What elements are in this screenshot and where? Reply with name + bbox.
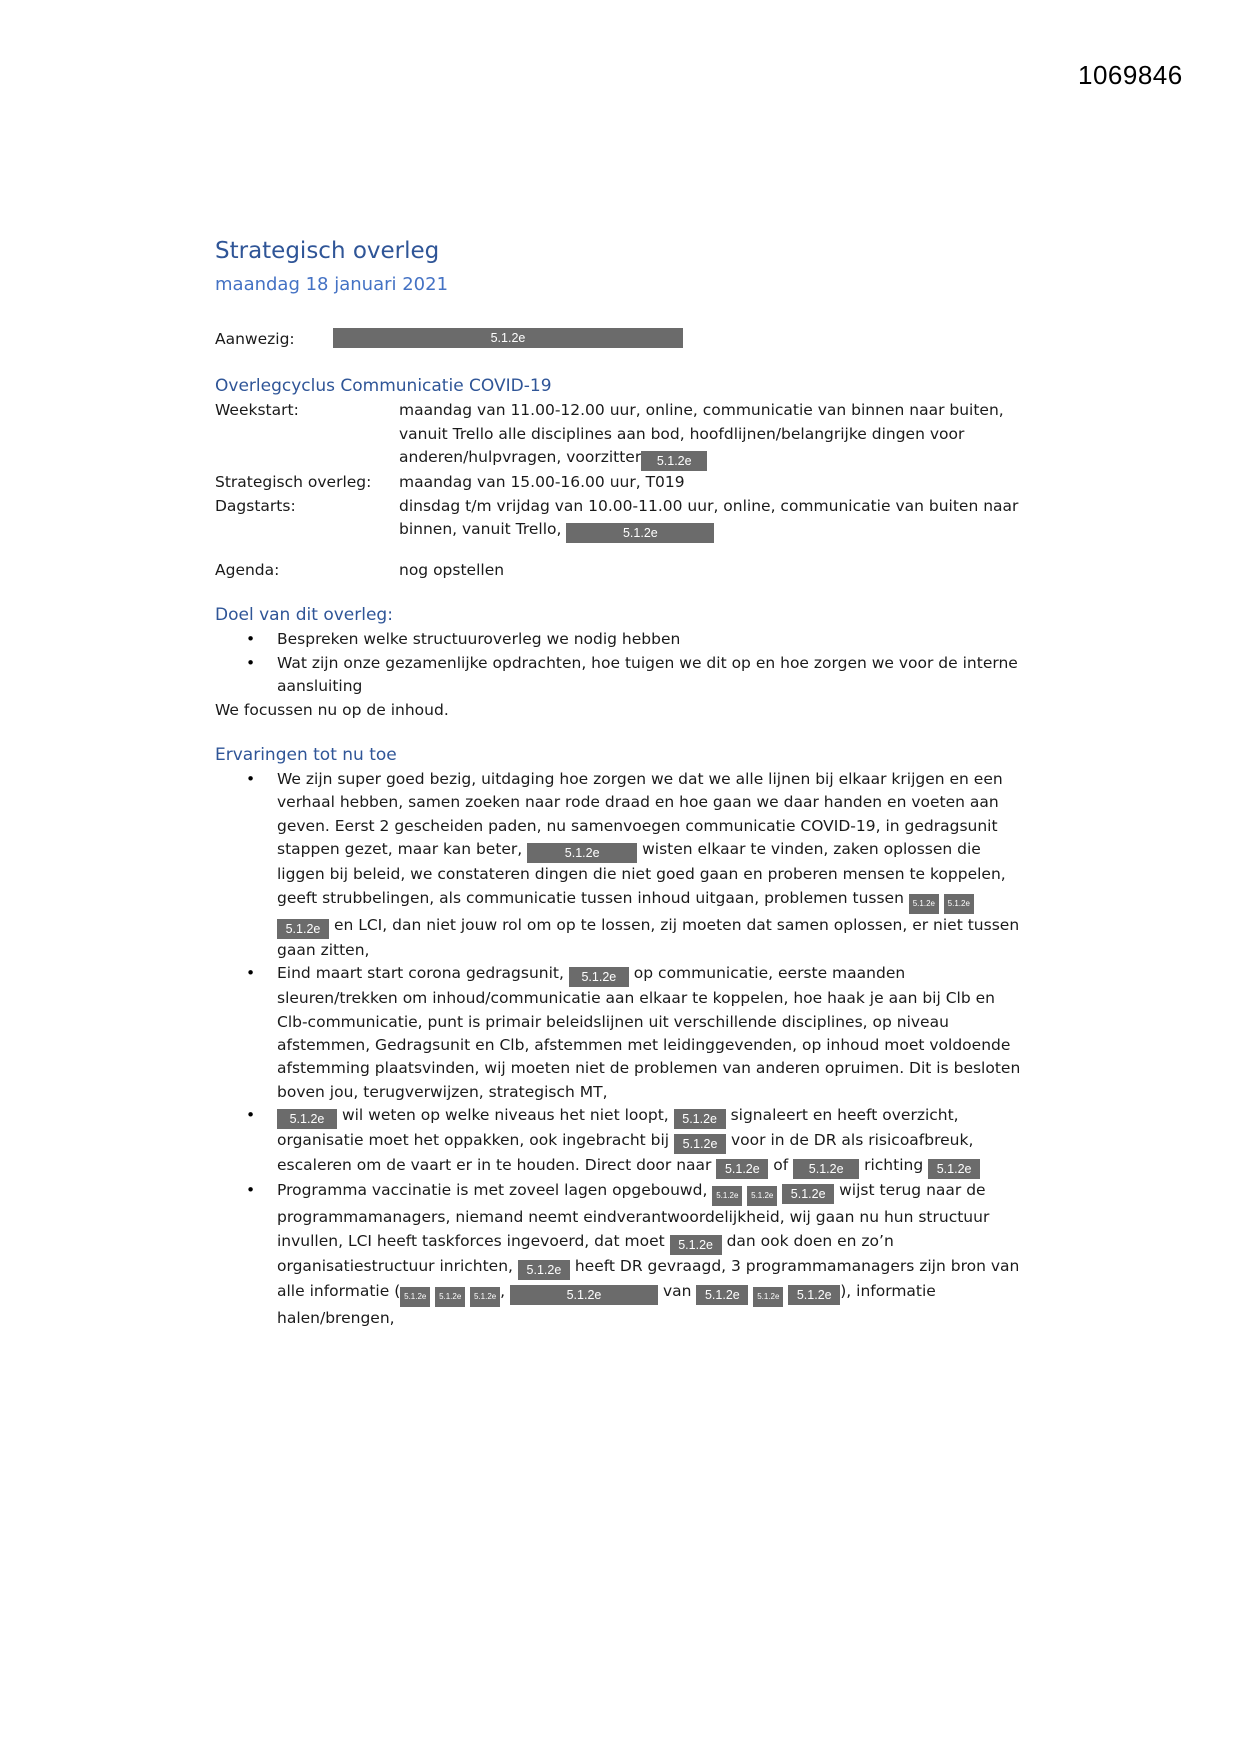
section-doel-heading: Doel van dit overleg:	[215, 605, 393, 626]
redaction-bar: 5.1.2e	[518, 1260, 570, 1280]
redaction-bar: 5.1.2e	[400, 1287, 430, 1307]
document-page	[215, 234, 1030, 1330]
weekstart-label: Weekstart:	[215, 401, 299, 420]
redaction-bar: 5.1.2e	[510, 1285, 658, 1305]
aanwezig-row	[215, 328, 1030, 351]
redaction-bar: 5.1.2e	[788, 1285, 840, 1305]
doel-closing: We focussen nu op de inhoud.	[215, 700, 449, 719]
redaction-bar: 5.1.2e	[696, 1285, 748, 1305]
list-item: • Bespreken welke structuuroverleg we nodig hebben	[277, 628, 1030, 651]
dagstarts-label: Dagstarts:	[215, 496, 296, 515]
redaction-bar: 5.1.2e	[909, 894, 939, 914]
redaction-bar: 5.1.2e	[753, 1287, 783, 1307]
redaction-bar: 5.1.2e	[470, 1287, 500, 1307]
redaction-bar: 5.1.2e	[944, 894, 974, 914]
redaction-bar: 5.1.2e	[641, 451, 707, 471]
list-item: • Eind maart start corona gedragsunit, 5.1.2e op communicatie, eerste maanden sleuren/trekken om inhoud/communicatie aan elkaar te koppelen, hoe haak je aan bij Clb en Clb-communicatie, punt is primair beleidslijnen uit verschillende disciplines, op niveau afstemmen, Gedragsunit en Clb, afstemmen met leidinggevenden, op inhoud moet voldoende afstemming plaatsvinden, wij moeten niet de problemen van anderen opruimen. Dit is besloten boven jou, terugverwijzen, strategisch MT,	[277, 962, 1030, 1104]
redaction-bar: 5.1.2e	[277, 1109, 337, 1129]
dagstarts-row	[215, 495, 1030, 543]
ervaringen-list	[215, 768, 1030, 1330]
section-overlegcyclus-heading: Overlegcyclus Communicatie COVID-19	[215, 376, 552, 397]
redaction-bar: 5.1.2e	[277, 919, 329, 939]
dagstarts-value	[399, 495, 1030, 543]
redaction-bar: 5.1.2e	[527, 843, 637, 863]
agenda-value: nog opstellen	[399, 561, 505, 580]
dagstarts-text: dinsdag t/m vrijdag van 10.00-11.00 uur, online, communicatie van buiten naar binnen, vanuit Trello,	[399, 496, 1019, 539]
redaction-bar: 5.1.2e	[333, 328, 683, 348]
strategisch-row	[215, 471, 1030, 494]
redaction-bar: 5.1.2e	[674, 1134, 726, 1154]
redaction-bar: 5.1.2e	[674, 1109, 726, 1129]
document-date: maandag 18 januari 2021	[215, 274, 449, 295]
redaction-bar: 5.1.2e	[747, 1186, 777, 1206]
redaction-bar: 5.1.2e	[712, 1186, 742, 1206]
weekstart-text: maandag van 11.00-12.00 uur, online, communicatie van binnen naar buiten, vanuit Trello alle disciplines aan bod, hoofdlijnen/belangrijke dingen voor anderen/hulpvragen, voorzitter	[399, 401, 1004, 467]
redaction-bar: 5.1.2e	[670, 1235, 722, 1255]
strategisch-label: Strategisch overleg:	[215, 473, 372, 492]
doel-list	[215, 628, 1030, 698]
redaction-bar: 5.1.2e	[782, 1184, 834, 1204]
redaction-bar: 5.1.2e	[569, 967, 629, 987]
document-id: 1069846	[1078, 60, 1183, 90]
agenda-row	[215, 559, 1030, 582]
aanwezig-label: Aanwezig:	[215, 330, 295, 348]
redaction-bar: 5.1.2e	[435, 1287, 465, 1307]
weekstart-row	[215, 399, 1030, 471]
list-item: • Wat zijn onze gezamenlijke opdrachten, hoe tuigen we dit op en hoe zorgen we voor de interne aansluiting	[277, 652, 1030, 699]
redaction-bar: 5.1.2e	[793, 1159, 859, 1179]
redaction-bar: 5.1.2e	[566, 523, 714, 543]
redaction-bar: 5.1.2e	[928, 1159, 980, 1179]
agenda-label: Agenda:	[215, 561, 280, 580]
redaction-bar: 5.1.2e	[716, 1159, 768, 1179]
weekstart-value	[399, 399, 1030, 471]
document-title: Strategisch overleg	[215, 238, 440, 264]
list-item: • 5.1.2e wil weten op welke niveaus het niet loopt, 5.1.2e signaleert en heeft overzicht, organisatie moet het oppakken, ook ingebracht bij 5.1.2e voor in de DR als risicoafbreuk, escaleren om de vaart er in te houden. Direct door naar 5.1.2e of 5.1.2e richting 5.1.2e	[277, 1104, 1030, 1179]
list-item: • Programma vaccinatie is met zoveel lagen opgebouwd, 5.1.2e 5.1.2e 5.1.2e wijst terug naar de programmamanagers, niemand neemt eindverantwoordelijkheid, wij gaan nu hun structuur invullen, LCI heeft taskforces ingevoerd, dat moet 5.1.2e dan ook doen en zo’n organisatiestructuur inrichten, 5.1.2e heeft DR gevraagd, 3 programmamanagers zijn bron van alle informatie ( 5.1.2e 5.1.2e 5.1.2e , 5.1.2e van 5.1.2e 5.1.2e 5.1.2e ), informatie halen/brengen,	[277, 1179, 1030, 1330]
strategisch-value: maandag van 15.00-16.00 uur, T019	[399, 473, 685, 492]
list-item: • We zijn super goed bezig, uitdaging hoe zorgen we dat we alle lijnen bij elkaar krijgen en een verhaal hebben, samen zoeken naar rode draad en hoe gaan we daar handen en voeten aan geven. Eerst 2 gescheiden paden, nu samenvoegen communicatie COVID-19, in gedragsunit stappen gezet, maar kan beter, 5.1.2e wisten elkaar te vinden, zaken oplossen die liggen bij beleid, we constateren dingen die niet goed gaan en proberen mensen te koppelen, geeft strubbelingen, als communicatie tussen inhoud uitgaan, problemen tussen 5.1.2e 5.1.2e 5.1.2e en LCI, dan niet jouw rol om op te lossen, zij moeten dat samen oplossen, er niet tussen gaan zitten,	[277, 768, 1030, 962]
section-ervaringen-heading: Ervaringen tot nu toe	[215, 745, 397, 766]
